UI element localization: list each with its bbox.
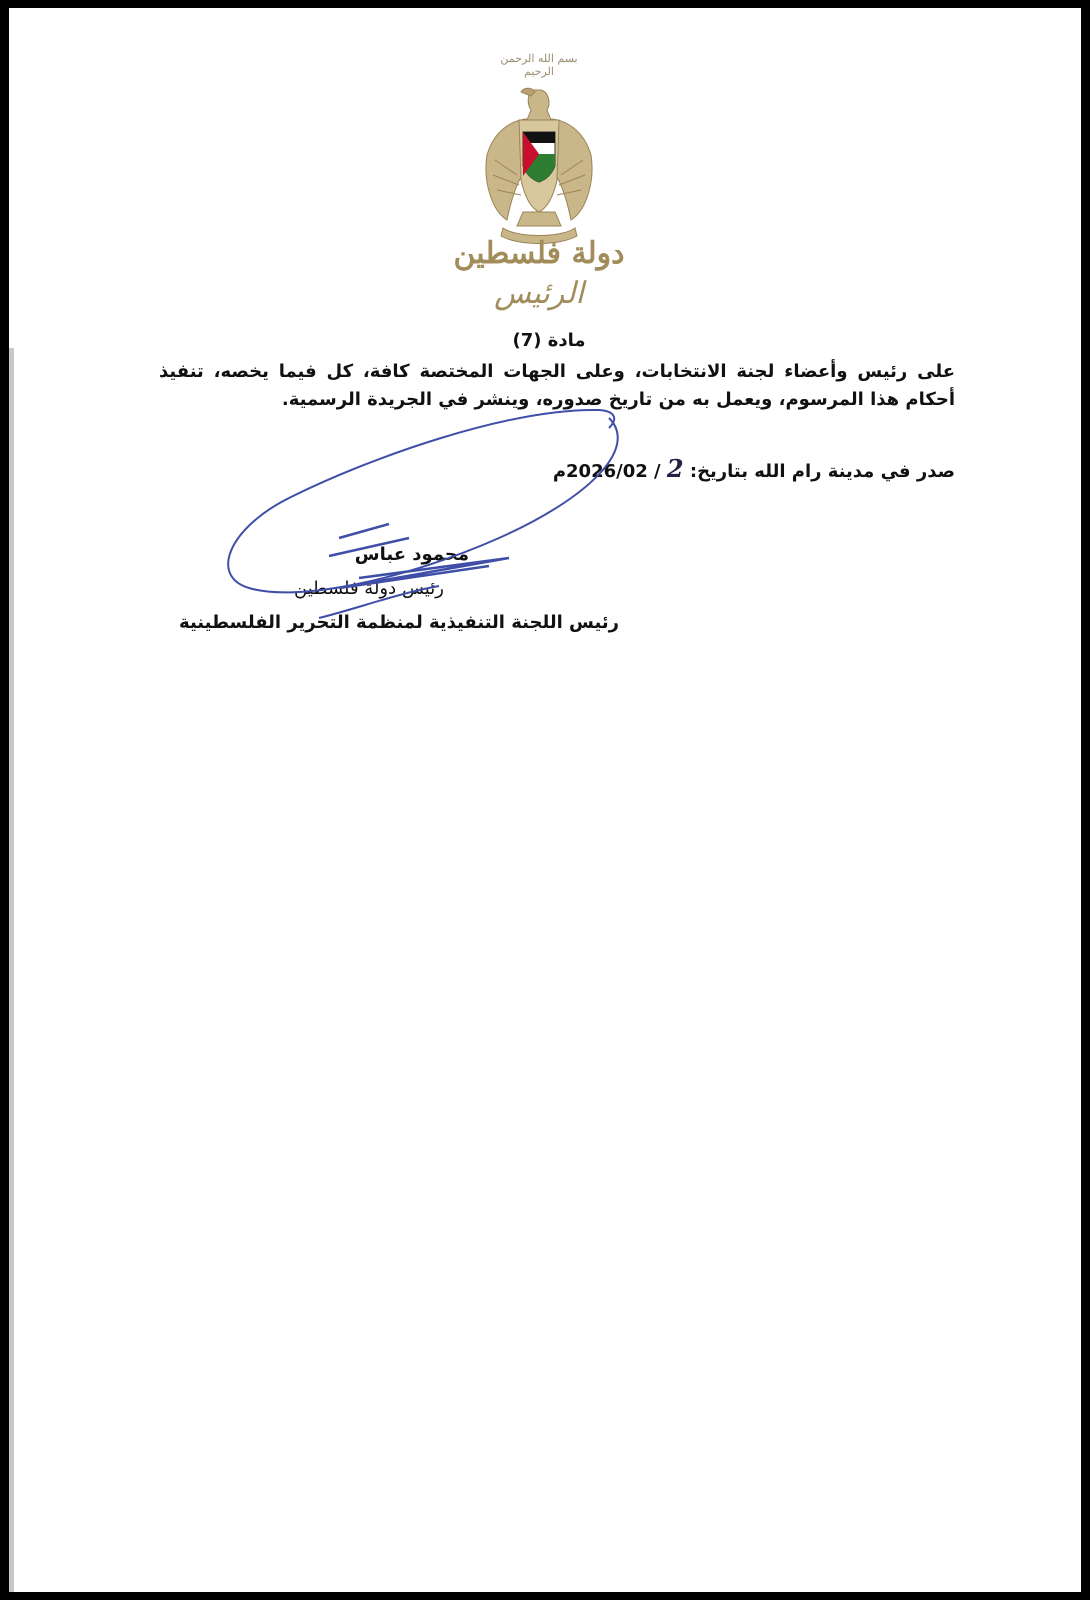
article-body: على رئيس وأعضاء لجنة الانتخابات، وعلى الجهات المختصة كافة، كل فيما يخصه، تنفيذ أحكام هذا المرسوم، ويعمل به من تاريخ صدوره، وينشر في الجريدة الرسمية. — [159, 361, 955, 410]
president-title: الرئيس — [494, 276, 584, 311]
article-heading: مادة (7) — [512, 330, 586, 351]
signatory-title-1: رئيس دولة فلسطين — [294, 578, 444, 599]
basmala: بسم الله الرحمن الرحيم — [500, 52, 578, 78]
document-page — [9, 8, 1081, 1592]
signatory-title-2: رئيس اللجنة التنفيذية لمنظمة التحرير الفلسطينية — [179, 612, 619, 633]
issuance-prefix: صدر في مدينة رام الله بتاريخ: — [689, 461, 955, 482]
eagle-emblem-icon — [477, 80, 601, 250]
issuance-date: / 2026/02م — [552, 461, 661, 482]
handwritten-day: 2 — [666, 454, 684, 483]
state-name: دولة فلسطين — [453, 236, 625, 271]
signatory-name: محمود عباس — [354, 544, 469, 565]
issuance-line — [409, 454, 955, 483]
handwritten-signature-icon — [209, 388, 649, 648]
scan-edge — [9, 348, 14, 1592]
